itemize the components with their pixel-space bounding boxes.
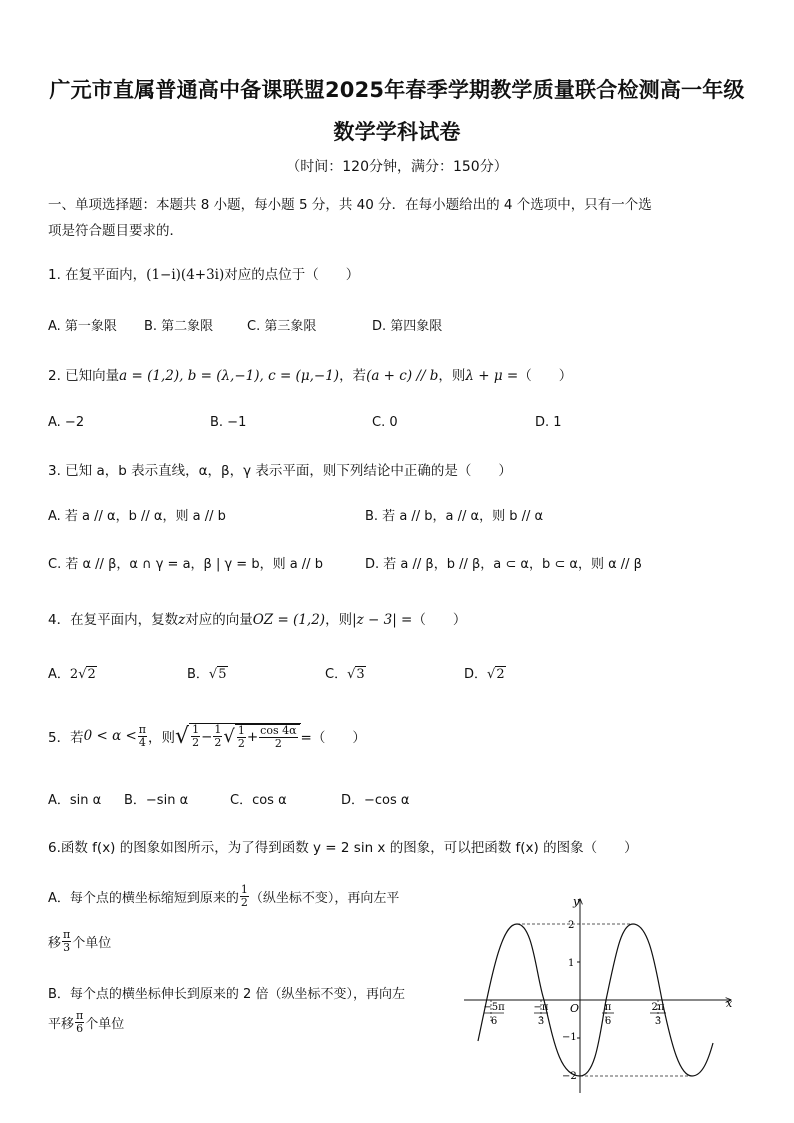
origin-label: O xyxy=(570,1002,580,1015)
q4-option-a: A．2√2 xyxy=(48,667,96,682)
q2-option-c: C. 0 xyxy=(372,415,398,430)
exam-subtitle: （时间：120分钟，满分：150分） xyxy=(286,159,508,175)
q2-vectors: a = (1,2), b = (λ,−1), c = (μ,−1) xyxy=(119,368,340,384)
q4-option-d: D．√2 xyxy=(464,667,505,682)
q2-option-d: D. 1 xyxy=(535,415,562,430)
q6-option-b-line1: B．每个点的横坐标伸长到原来的 2 倍（纵坐标不变），再向左 xyxy=(48,987,405,1002)
x-tick-2pi-3-den: 3 xyxy=(654,1016,662,1027)
q1-option-c: C. 第三象限 xyxy=(247,319,317,334)
q6-option-a-line1: A．每个点的横坐标缩短到原来的 $\frac{1}{2}$ （纵坐标不变），再向左平 xyxy=(48,883,400,909)
q2-condition: (a + c) // b xyxy=(366,368,439,384)
q4-vector: OZ = (1,2) xyxy=(252,612,326,628)
question-5-stem: 5．若 0 < α < $\frac{\pi}{4}$ ，则 √ $\frac{1}{2}$ − $\frac{1}{2}$ √ $\frac{1}{2}$ + $\frac{\cos 4\alpha}{2}$ =（ ） xyxy=(48,722,366,750)
q3-option-c: C. 若 α // β，α ∩ γ = a，β | γ = b，则 a // b xyxy=(48,557,323,572)
y-tick-2: 2 xyxy=(568,920,575,931)
x-tick-neg-pi-3-num: −π xyxy=(533,1002,549,1013)
y-tick-1: 1 xyxy=(568,958,575,969)
x-tick-2pi-3-num: 2π xyxy=(651,1002,665,1013)
x-tick-neg-pi-3-den: 3 xyxy=(537,1016,545,1027)
y-axis-label: y xyxy=(573,895,580,908)
q1-option-a: A. 第一象限 xyxy=(48,319,117,334)
q3-option-d: D. 若 a // β，b // β，a ⊂ α，b ⊂ α，则 α // β xyxy=(365,557,642,572)
q1-expression: (1−i)(4+3i) xyxy=(146,267,225,283)
q5-option-b: B．−sin α xyxy=(124,793,189,808)
section-intro-line1: 一、单项选择题：本题共 8 小题，每小题 5 分，共 40 分．在每小题给出的 4 个选项中，只有一个选 xyxy=(48,197,652,213)
q2-option-a: A. −2 xyxy=(48,415,85,430)
exam-title-line2: 数学学科试卷 xyxy=(333,120,461,144)
q2-option-b: B. −1 xyxy=(210,415,247,430)
x-tick-pi-6-den: 6 xyxy=(604,1016,612,1027)
x-tick-neg-5pi-6-den: 6 xyxy=(490,1016,498,1027)
q1-option-d: D. 第四象限 xyxy=(372,319,443,334)
x-axis-label: x xyxy=(726,997,733,1010)
exam-title-line1: 广元市直属普通高中备课联盟2025年春季学期教学质量联合检测高一年级 xyxy=(49,78,745,102)
y-tick-neg2: −2 xyxy=(562,1071,577,1082)
q4-option-c: C．√3 xyxy=(325,667,365,682)
q1-option-b: B. 第二象限 xyxy=(144,319,214,334)
section-intro-line2: 项是符合题目要求的． xyxy=(48,223,183,239)
q6-option-b-line2: 平移 $\frac{\pi}{6}$ 个单位 xyxy=(48,1009,125,1035)
q4-option-b: B．√5 xyxy=(187,667,227,682)
sine-graph xyxy=(456,893,746,1098)
y-tick-neg1: −1 xyxy=(562,1032,577,1043)
question-2-stem: 2. 已知向量a = (1,2), b = (λ,−1), c = (μ,−1)，若(a + c) // b，则λ + μ =（ ） xyxy=(48,368,573,384)
q3-option-b: B. 若 a // b，a // α，则 b // α xyxy=(365,509,544,524)
x-tick-pi-6-num: π xyxy=(604,1002,612,1013)
x-tick-neg-5pi-6-num: −5π xyxy=(483,1002,505,1013)
question-4-stem: 4．在复平面内，复数z对应的向量OZ = (1,2)，则|z − 3| =（ ） xyxy=(48,612,467,628)
q6-option-a-line2: 移 $\frac{\pi}{3}$ 个单位 xyxy=(48,928,112,954)
q5-option-d: D．−cos α xyxy=(341,793,410,808)
q3-option-a: A. 若 a // α，b // α，则 a // b xyxy=(48,509,226,524)
q5-option-c: C．cos α xyxy=(230,793,287,808)
question-3-stem: 3. 已知 a，b 表示直线，α，β，γ 表示平面，则下列结论中正确的是（ ） xyxy=(48,463,512,479)
question-1-stem: 1. 在复平面内，(1−i)(4+3i)对应的点位于（ ） xyxy=(48,267,360,283)
question-6-stem: 6.函数 f(x) 的图象如图所示，为了得到函数 y = 2 sin x 的图象，可以把函数 f(x) 的图象（ ） xyxy=(48,840,638,856)
q5-option-a: A．sin α xyxy=(48,793,102,808)
